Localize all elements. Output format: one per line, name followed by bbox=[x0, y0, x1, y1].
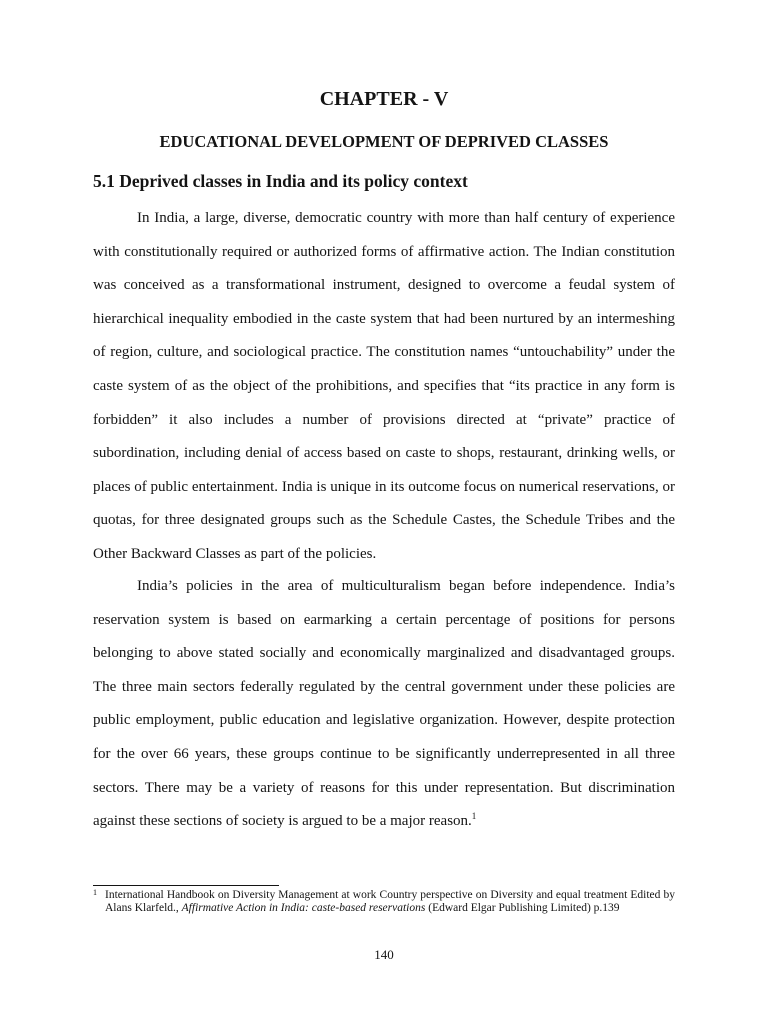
section-heading: 5.1 Deprived classes in India and its policy context bbox=[93, 171, 468, 191]
footnote-text-before: International Handbook on Diversity Management at work Country perspective on Diversity and equal treatment Edited by Alans Klarfeld., bbox=[105, 889, 675, 914]
footnote-divider bbox=[93, 885, 279, 886]
body-paragraph: In India, a large, diverse, democratic country with more than half century of experience with constitutionally required or authorized forms of affirmative action. The Indian constitution was conceived as a transformational instrument, designed to overcome a feudal system of hierarchical inequality embodied in the caste system that had been nurtured by an intermeshing of region, culture, and sociological practice. The constitution names “untouchability” under the caste system of as the object of the prohibitions, and specifies that “its practice in any form is forbidden” it also includes a number of provisions directed at “private” practice of subordination, including denial of access based on caste to shops, restaurant, drinking wells, or places of public entertainment. India is unique in its outcome focus on numerical reservations, or quotas, for three designated groups such as the Schedule Castes, the Schedule Tribes and the Other Backward Classes as part of the policies. bbox=[93, 210, 675, 562]
chapter-heading: EDUCATIONAL DEVELOPMENT OF DEPRIVED CLASSES bbox=[159, 132, 609, 151]
body-paragraph bbox=[93, 570, 675, 839]
footnote bbox=[93, 889, 675, 915]
footnote-text-after: (Edward Elgar Publishing Limited) p.139 bbox=[425, 902, 620, 914]
chapter-title: CHAPTER - V bbox=[319, 88, 449, 110]
footnote-number: 1 bbox=[93, 888, 97, 897]
footnote-book-title: Affirmative Action in India: caste-based reservations bbox=[181, 902, 426, 914]
paragraph-text: India’s policies in the area of multiculturalism began before independence. India’s reservation system is based on earmarking a certain percentage of positions for persons belonging to above stated socially and economically marginalized and disadvantaged groups. The three main sectors federally regulated by the central government under these policies are public employment, public education and legislative organization. However, despite protection for the over 66 years, these groups continue to be significantly underrepresented in all three sectors. There may be a variety of reasons for this under representation. But discrimination against these sections of society is argued to be a major reason. bbox=[93, 578, 675, 830]
footnote-text bbox=[93, 889, 675, 915]
footnote-reference[interactable]: 1 bbox=[471, 811, 477, 822]
page-number: 140 bbox=[374, 947, 394, 962]
